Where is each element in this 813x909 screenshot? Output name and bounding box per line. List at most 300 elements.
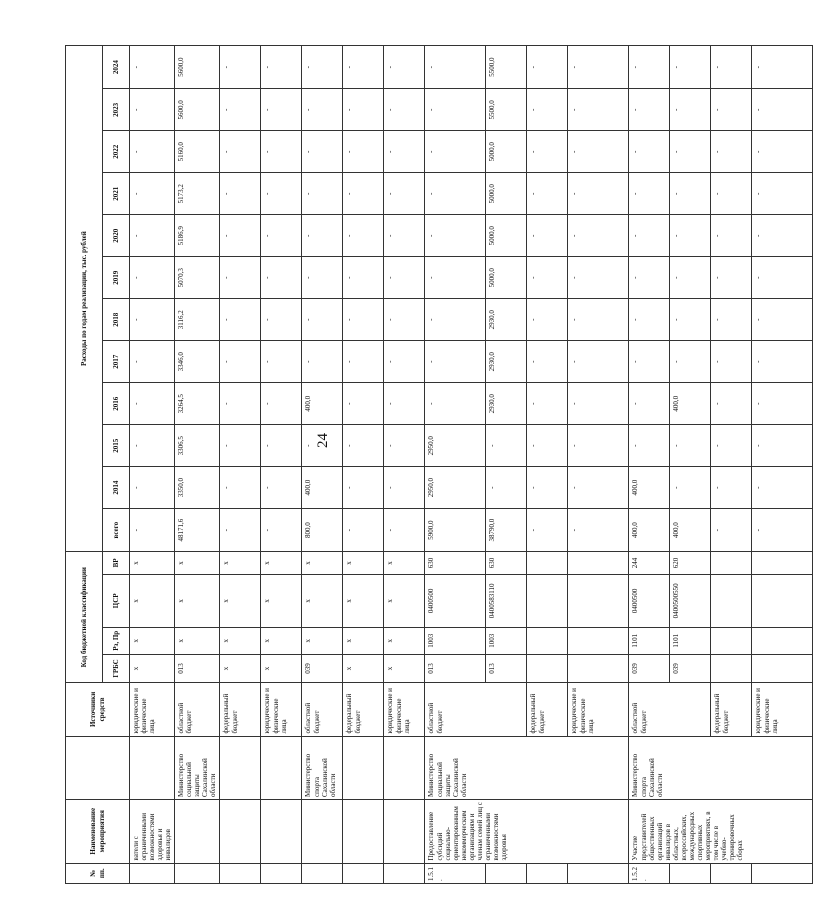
row-value: -: [130, 299, 175, 341]
row-value: 3346,0: [175, 341, 220, 383]
row-value: -: [261, 46, 302, 89]
row-value: -: [629, 215, 670, 257]
row-value: -: [220, 299, 261, 341]
row-value: -: [752, 509, 813, 552]
row-value: 400,0: [302, 467, 343, 509]
row-value: -: [711, 299, 752, 341]
row-value: -: [629, 89, 670, 131]
row-source: областной бюджет: [629, 683, 711, 736]
row-value: -: [220, 46, 261, 89]
row-source: областной бюджет: [425, 683, 527, 736]
row-name: [175, 800, 220, 864]
row-grbs: 013: [486, 654, 527, 683]
row-grbs: x: [384, 654, 425, 683]
row-name: [302, 800, 343, 864]
row-value: -: [130, 215, 175, 257]
row-value: 5000,0: [486, 131, 527, 173]
row-value: -: [568, 173, 629, 215]
row-num: [568, 863, 629, 883]
row-value: -: [568, 299, 629, 341]
row-value: 48171,6: [175, 509, 220, 552]
row-grbs: x: [261, 654, 302, 683]
table-row: [302, 46, 343, 884]
row-value: -: [343, 383, 384, 425]
row-rzpr: 1003: [425, 627, 486, 654]
row-vr: 244: [629, 552, 670, 575]
row-value: -: [220, 215, 261, 257]
row-value: -: [670, 257, 711, 299]
row-value: -: [384, 46, 425, 89]
row-num: [302, 863, 343, 883]
header-expenses: Расходы по годам реализации, тыс. рублей: [66, 46, 103, 552]
row-value: 400,0: [629, 509, 670, 552]
table-row: [130, 46, 175, 884]
header-col: 2019: [103, 257, 130, 299]
row-value: -: [261, 215, 302, 257]
row-value: -: [130, 341, 175, 383]
row-value: -: [670, 89, 711, 131]
row-value: -: [486, 425, 527, 467]
row-value: -: [220, 89, 261, 131]
row-value: -: [527, 509, 568, 552]
table-row: [220, 46, 261, 884]
row-value: -: [486, 467, 527, 509]
row-name: Участие представителей общественных организаций инвалидов в областных, всероссийских, международных спортивных мероприятиях, в том числе в учебно-тренировочных сборах: [629, 800, 813, 864]
row-value: 5000,0: [486, 257, 527, 299]
row-value: 5600,0: [175, 46, 220, 89]
header-col: 2021: [103, 173, 130, 215]
row-grbs: [568, 654, 629, 683]
row-value: 5000,0: [486, 215, 527, 257]
row-value: -: [130, 46, 175, 89]
row-value: 2950,0: [425, 467, 486, 509]
row-grbs: x: [220, 654, 261, 683]
row-vr: 630: [486, 552, 527, 575]
row-num: [752, 863, 813, 883]
row-value: -: [527, 257, 568, 299]
row-csr: x: [261, 574, 302, 627]
row-value: -: [384, 257, 425, 299]
header-col: 2018: [103, 299, 130, 341]
row-value: -: [752, 46, 813, 89]
row-vr: 620: [670, 552, 711, 575]
row-value: -: [343, 89, 384, 131]
row-value: -: [384, 299, 425, 341]
row-value: -: [343, 425, 384, 467]
row-source: областной бюджет: [175, 683, 220, 736]
row-value: -: [261, 257, 302, 299]
row-value: -: [711, 89, 752, 131]
row-grbs: x: [130, 654, 175, 683]
row-value: -: [302, 173, 343, 215]
row-vr: x: [384, 552, 425, 575]
header-responsible: [66, 736, 130, 800]
row-value: -: [220, 467, 261, 509]
row-value: 5070,3: [175, 257, 220, 299]
row-vr: [568, 552, 629, 575]
row-value: -: [629, 46, 670, 89]
row-vr: x: [130, 552, 175, 575]
row-value: -: [670, 299, 711, 341]
row-value: -: [261, 425, 302, 467]
row-value: -: [629, 257, 670, 299]
row-value: -: [384, 173, 425, 215]
row-value: -: [527, 215, 568, 257]
row-vr: [527, 552, 568, 575]
row-grbs: x: [343, 654, 384, 683]
row-rzpr: x: [220, 627, 261, 654]
row-value: -: [568, 89, 629, 131]
row-source: федеральный бюджет: [220, 683, 261, 736]
row-value: -: [711, 425, 752, 467]
row-value: -: [302, 341, 343, 383]
table-row: [629, 46, 670, 884]
row-value: -: [425, 341, 486, 383]
row-value: -: [425, 257, 486, 299]
row-value: 400,0: [670, 509, 711, 552]
header-col: Рз, Пр: [103, 627, 130, 654]
row-value: -: [752, 89, 813, 131]
row-value: -: [220, 131, 261, 173]
row-source: федеральный бюджет: [343, 683, 384, 736]
row-value: 5160,0: [175, 131, 220, 173]
row-num: 1.5.2.: [629, 863, 670, 883]
row-csr: x: [302, 574, 343, 627]
row-value: -: [130, 425, 175, 467]
row-csr: 0400500550: [670, 574, 711, 627]
row-vr: x: [302, 552, 343, 575]
row-value: 400,0: [629, 467, 670, 509]
row-value: -: [261, 383, 302, 425]
row-value: -: [384, 425, 425, 467]
row-value: -: [220, 509, 261, 552]
header-col: 2020: [103, 215, 130, 257]
row-value: -: [670, 46, 711, 89]
row-value: -: [629, 425, 670, 467]
row-value: -: [711, 341, 752, 383]
row-value: -: [220, 425, 261, 467]
row-value: -: [130, 89, 175, 131]
row-value: -: [670, 173, 711, 215]
row-rzpr: 1101: [629, 627, 670, 654]
header-name: Наименование мероприятия: [66, 800, 130, 864]
row-rzpr: x: [384, 627, 425, 654]
row-value: -: [261, 467, 302, 509]
row-value: -: [711, 383, 752, 425]
row-value: 3350,0: [175, 467, 220, 509]
row-value: -: [527, 173, 568, 215]
row-value: -: [752, 173, 813, 215]
row-grbs: [527, 654, 568, 683]
row-value: -: [711, 131, 752, 173]
row-value: -: [568, 46, 629, 89]
header-col: 2014: [103, 467, 130, 509]
header-col: ЦСР: [103, 574, 130, 627]
row-responsible: [384, 736, 425, 800]
row-grbs: 013: [175, 654, 220, 683]
row-value: -: [752, 299, 813, 341]
row-value: -: [670, 425, 711, 467]
row-csr: [752, 574, 813, 627]
row-num: [711, 863, 752, 883]
row-value: -: [343, 509, 384, 552]
row-value: -: [425, 89, 486, 131]
row-csr: [711, 574, 752, 627]
row-value: -: [425, 299, 486, 341]
row-grbs: [752, 654, 813, 683]
row-value: -: [343, 173, 384, 215]
row-value: -: [670, 215, 711, 257]
row-value: -: [711, 509, 752, 552]
header-col: ГРБС: [103, 654, 130, 683]
row-value: -: [384, 467, 425, 509]
row-responsible: [130, 736, 175, 800]
page-number: 24: [315, 433, 331, 448]
table-row: [425, 46, 486, 884]
row-responsible: [343, 736, 384, 800]
row-value: -: [711, 46, 752, 89]
row-value: 5500,0: [486, 89, 527, 131]
header-num: № пп.: [66, 863, 130, 883]
row-num: [220, 863, 261, 883]
row-value: -: [568, 425, 629, 467]
row-name: [384, 800, 425, 864]
row-value: 2930,0: [486, 341, 527, 383]
row-grbs: 013: [425, 654, 486, 683]
row-value: -: [527, 383, 568, 425]
row-source: юридические и физические лица: [568, 683, 629, 736]
row-value: -: [220, 257, 261, 299]
row-value: -: [343, 46, 384, 89]
row-csr: x: [220, 574, 261, 627]
row-csr: 0400500: [425, 574, 486, 627]
header-col: 2024: [103, 46, 130, 89]
row-value: -: [752, 131, 813, 173]
row-value: 2950,0: [425, 425, 486, 467]
row-rzpr: [568, 627, 629, 654]
row-value: -: [261, 509, 302, 552]
row-value: -: [629, 173, 670, 215]
row-name: ватели с ограниченными возможностями здоровья и инвалидов: [130, 800, 175, 864]
row-value: -: [302, 46, 343, 89]
row-num: [384, 863, 425, 883]
row-value: -: [425, 46, 486, 89]
row-grbs: 039: [670, 654, 711, 683]
row-responsible: Министерство социальной защиты Сахалинской области: [425, 736, 629, 800]
row-num: [175, 863, 220, 883]
row-source: областной бюджет: [302, 683, 343, 736]
row-vr: x: [175, 552, 220, 575]
row-value: -: [527, 89, 568, 131]
header-budget-code: Код бюджетной классификации: [66, 552, 103, 683]
header-col: всего: [103, 509, 130, 552]
row-csr: x: [175, 574, 220, 627]
header-col: 2023: [103, 89, 130, 131]
row-name: [220, 800, 261, 864]
row-value: -: [670, 131, 711, 173]
row-rzpr: x: [343, 627, 384, 654]
row-rzpr: x: [130, 627, 175, 654]
row-value: -: [261, 89, 302, 131]
row-value: -: [343, 215, 384, 257]
row-value: -: [302, 89, 343, 131]
row-value: 400,0: [302, 383, 343, 425]
row-source: федеральный бюджет: [711, 683, 752, 736]
row-grbs: 039: [302, 654, 343, 683]
row-value: 2930,0: [486, 383, 527, 425]
row-csr: [527, 574, 568, 627]
row-value: -: [527, 131, 568, 173]
row-value: -: [302, 215, 343, 257]
row-vr: [752, 552, 813, 575]
row-source: юридические и физические лица: [261, 683, 302, 736]
row-vr: x: [343, 552, 384, 575]
row-value: -: [425, 131, 486, 173]
row-value: -: [302, 131, 343, 173]
budget-table: [65, 45, 813, 884]
row-value: -: [752, 425, 813, 467]
row-value: 5500,0: [486, 46, 527, 89]
row-value: -: [302, 299, 343, 341]
row-value: -: [752, 383, 813, 425]
row-value: -: [220, 341, 261, 383]
row-responsible: Министерство спорта Сахалинской области: [302, 736, 343, 800]
row-value: -: [384, 89, 425, 131]
row-value: -: [130, 131, 175, 173]
row-value: -: [261, 341, 302, 383]
row-num: [343, 863, 384, 883]
row-num: 1.5.1.: [425, 863, 486, 883]
row-value: -: [711, 173, 752, 215]
row-rzpr: x: [261, 627, 302, 654]
header-col: 2022: [103, 131, 130, 173]
header-col: 2015: [103, 425, 130, 467]
row-value: -: [568, 467, 629, 509]
row-value: -: [343, 257, 384, 299]
table-row: [343, 46, 384, 884]
row-value: -: [568, 131, 629, 173]
row-value: -: [711, 467, 752, 509]
row-name: [343, 800, 384, 864]
row-responsible: Министерство спорта Сахалинской области: [629, 736, 813, 800]
row-value: -: [568, 509, 629, 552]
row-value: -: [527, 467, 568, 509]
row-csr: x: [343, 574, 384, 627]
header-col: ВР: [103, 552, 130, 575]
row-csr: x: [130, 574, 175, 627]
row-value: -: [527, 299, 568, 341]
row-vr: [711, 552, 752, 575]
row-value: 800,0: [302, 509, 343, 552]
row-value: -: [302, 425, 343, 467]
row-value: -: [568, 215, 629, 257]
row-value: 3264,5: [175, 383, 220, 425]
row-num: [261, 863, 302, 883]
row-value: -: [261, 173, 302, 215]
row-value: -: [343, 467, 384, 509]
row-value: -: [343, 341, 384, 383]
row-vr: x: [261, 552, 302, 575]
row-value: -: [752, 341, 813, 383]
row-value: -: [130, 173, 175, 215]
row-value: -: [711, 257, 752, 299]
row-value: -: [670, 341, 711, 383]
row-grbs: 039: [629, 654, 670, 683]
row-value: -: [527, 46, 568, 89]
row-value: -: [130, 257, 175, 299]
header-col: 2017: [103, 341, 130, 383]
row-value: 5600,0: [175, 89, 220, 131]
row-value: -: [384, 383, 425, 425]
row-value: -: [261, 131, 302, 173]
row-value: 5173,2: [175, 173, 220, 215]
row-value: -: [527, 425, 568, 467]
row-name: [261, 800, 302, 864]
row-grbs: [711, 654, 752, 683]
row-responsible: [220, 736, 261, 800]
row-num: [130, 863, 175, 883]
row-rzpr: x: [175, 627, 220, 654]
row-value: 5000,0: [486, 173, 527, 215]
row-value: -: [629, 299, 670, 341]
row-value: -: [752, 257, 813, 299]
row-value: -: [568, 257, 629, 299]
row-csr: x: [384, 574, 425, 627]
table-row: [175, 46, 220, 884]
row-csr: 0400500: [629, 574, 670, 627]
row-value: -: [527, 341, 568, 383]
row-csr: 0400583110: [486, 574, 527, 627]
row-csr: [568, 574, 629, 627]
row-value: 400,0: [670, 383, 711, 425]
row-source: юридические и физические лица: [384, 683, 425, 736]
row-value: -: [384, 509, 425, 552]
row-rzpr: 1101: [670, 627, 711, 654]
row-value: -: [629, 341, 670, 383]
row-value: -: [752, 215, 813, 257]
row-value: -: [711, 215, 752, 257]
row-value: -: [629, 383, 670, 425]
row-num: [670, 863, 711, 883]
table-row: [261, 46, 302, 884]
row-rzpr: 1003: [486, 627, 527, 654]
row-source: федеральный бюджет: [527, 683, 568, 736]
row-value: -: [302, 257, 343, 299]
row-value: -: [130, 467, 175, 509]
row-responsible: Министерство социальной защиты Сахалинской области: [175, 736, 220, 800]
row-name: Предоставление субсидий социально-ориентированным некоммерческим организациям и членам семей лиц с ограниченными возможностями здоровья: [425, 800, 629, 864]
row-source: юридические и физические лица: [130, 683, 175, 736]
row-value: 38790,0: [486, 509, 527, 552]
row-value: -: [384, 341, 425, 383]
row-value: -: [670, 467, 711, 509]
row-value: -: [752, 467, 813, 509]
row-value: -: [343, 131, 384, 173]
row-value: 2930,0: [486, 299, 527, 341]
row-value: -: [629, 131, 670, 173]
row-value: -: [220, 173, 261, 215]
row-value: 3306,5: [175, 425, 220, 467]
row-value: -: [130, 509, 175, 552]
row-source: юридические и физические лица: [752, 683, 813, 736]
row-vr: x: [220, 552, 261, 575]
row-rzpr: [711, 627, 752, 654]
row-value: -: [343, 299, 384, 341]
row-rzpr: x: [302, 627, 343, 654]
row-value: -: [130, 383, 175, 425]
row-value: -: [425, 215, 486, 257]
row-value: -: [384, 215, 425, 257]
